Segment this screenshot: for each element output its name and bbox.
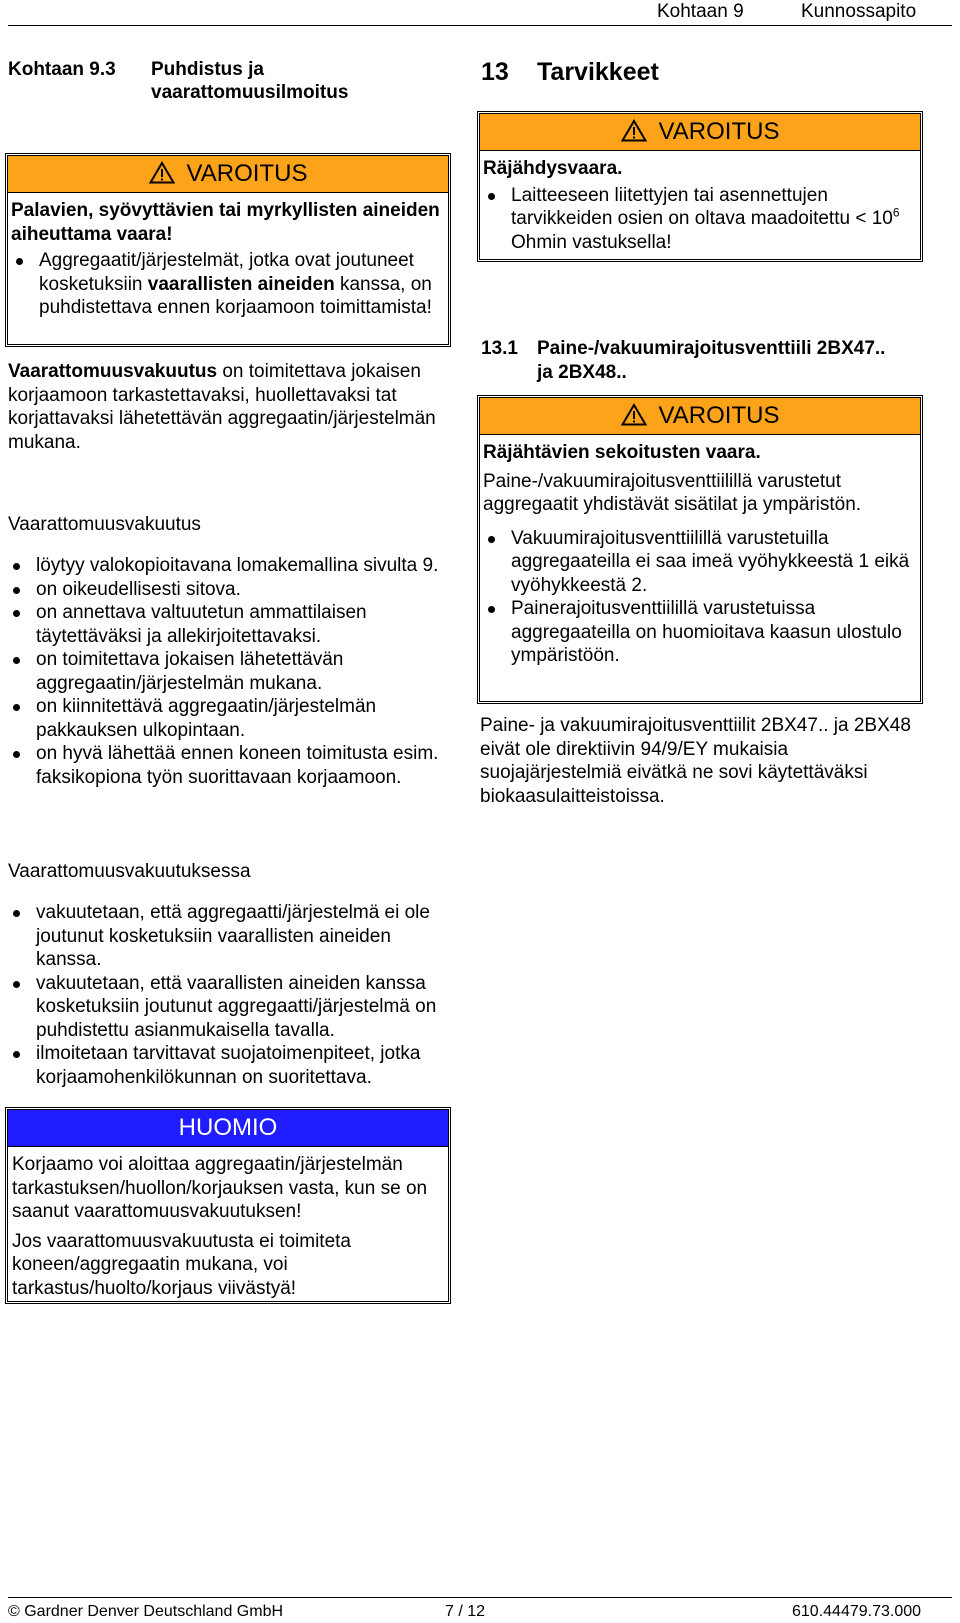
footer-divider xyxy=(8,1597,952,1598)
subsection-title-line-1: Paine-/vakuumirajoitusventtiili 2BX47.. xyxy=(537,338,886,359)
warning-header xyxy=(480,398,920,435)
section-title-line-2: vaarattomuusilmoitus xyxy=(151,82,349,103)
note-text-2: Jos vaarattomuusvakuutusta ei toimiteta koneen/aggregaatin mukana, voi tarkastus/huolto/korjaus viivästyä! xyxy=(12,1230,352,1299)
warning-triangle-icon xyxy=(621,403,647,426)
chapter-number: 13 xyxy=(481,58,509,86)
warning-triangle-icon xyxy=(621,119,647,142)
warning-box-mixture xyxy=(477,395,923,704)
paragraph-declaration: Vaarattomuusvakuutus on toimitettava jokaisen korjaamoon tarkastettavaksi, huollettavaksi tat korjattavaksi lähetettävän aggregaatin/järjestelmän mukana. xyxy=(8,361,436,453)
warning-bullets xyxy=(483,527,920,668)
list-item: on oikeudellisesti sitova. xyxy=(8,578,448,602)
section-number: Kohtaan 9.3 xyxy=(8,59,116,80)
warning-title: VAROITUS xyxy=(658,402,780,429)
list-item: löytyy valokopioitavana lomakemallina sivulta 9. xyxy=(8,554,448,578)
paragraph-directive: Paine- ja vakuumirajoitusventtiilit 2BX47.. ja 2BX48 eivät ole direktiivin 94/9/EY mukaisia suojajärjestelmiä eivätkä ne sovi käytettäväksi biokaasulaitteistoissa. xyxy=(480,715,911,807)
footer-company: © Gardner Denver Deutschland GmbH xyxy=(8,1603,284,1620)
warning-title: VAROITUS xyxy=(186,160,308,187)
warning-box-hazardous xyxy=(5,153,451,347)
list-item: on hyvä lähettää ennen koneen toimitusta esim. faksikopiona työn suorittavaan korjaamoon. xyxy=(8,742,448,789)
warning-text: Paine-/vakuumirajoitusventtiilillä varustetut aggregaatit yhdistävät sisätilat ja ympäristön. xyxy=(483,470,862,515)
note-box xyxy=(5,1107,451,1304)
footer-page: 7 / 12 xyxy=(445,1603,486,1620)
header-chapter: Kohtaan 9 xyxy=(657,1,744,22)
declaration-contents-list xyxy=(8,901,456,1089)
warning-header xyxy=(480,114,920,151)
warning-lead: Räjähtävien sekoitusten vaara. xyxy=(483,442,761,463)
header-divider xyxy=(8,25,952,26)
chapter-title: Tarvikkeet xyxy=(537,58,659,86)
warning-bullet: Laitteeseen liitettyjen tai asennettujen tarvikkeiden osien on oltava maadoitettu < $10^6$ Ohmin vastuksella! xyxy=(483,184,920,255)
list-item: on toimitettava jokaisen lähetettävän aggregaatin/järjestelmän mukana. xyxy=(8,648,448,695)
warning-bullet: Painerajoitusventtiilillä varustetuissa aggregaateilla on huomioitava kaasun ulostulo ympäristöön. xyxy=(483,597,920,668)
list-item: ilmoitetaan tarvittavat suojatoimenpiteet, jotka korjaamohenkilökunnan on suoritettava. xyxy=(8,1042,456,1089)
subsection-title-line-2: ja 2BX48.. xyxy=(537,362,627,383)
section-title-line-1: Puhdistus ja xyxy=(151,59,264,80)
list-item: on annettava valtuutetun ammattilaisen täytettäväksi ja allekirjoitettavaksi. xyxy=(8,601,448,648)
note-title: HUOMIO xyxy=(8,1110,448,1147)
warning-bullet: Vakuumirajoitusventtiilillä varustetuilla aggregaateilla ei saa imeä vyöhykkeestä 1 eikä vyöhykkeestä 2. xyxy=(483,527,920,598)
warning-lead: Räjähdysvaara. xyxy=(483,158,623,179)
list-item: on kiinnitettävä aggregaatin/järjestelmän pakkauksen ulkopintaan. xyxy=(8,695,448,742)
paragraph-label: Vaarattomuusvakuutus xyxy=(8,514,201,535)
warning-box-explosion xyxy=(477,111,923,262)
section-title xyxy=(151,58,348,104)
warning-title: VAROITUS xyxy=(658,118,780,145)
paragraph-label-2: Vaarattomuusvakuutuksessa xyxy=(8,861,251,882)
declaration-properties-list xyxy=(8,554,448,789)
warning-header xyxy=(8,156,448,193)
header-title: Kunnossapito xyxy=(801,1,917,22)
footer-doc-number: 610.44479.73.000 xyxy=(792,1603,922,1620)
note-text-1: Korjaamo voi aloittaa aggregaatin/järjestelmän tarkastuksen/huollon/korjauksen vasta, kun se on saanut vaarattomuusvakuutuksen! xyxy=(12,1154,428,1222)
subsection-number: 13.1 xyxy=(481,338,518,359)
warning-triangle-icon xyxy=(149,161,175,184)
subsection-title xyxy=(537,337,927,385)
warning-bullet: Aggregaatit/järjestelmät, jotka ovat joutuneet kosketuksiin vaarallisten aineiden kanssa, on puhdistettava ennen korjaamoon toimittamista! xyxy=(11,249,448,320)
list-item: vakuutetaan, että vaarallisten aineiden kanssa kosketuksiin joutunut aggregaatti/järjestelmä on puhdistettu asianmukaisella tavalla. xyxy=(8,972,456,1043)
list-item: vakuutetaan, että aggregaatti/järjestelmä ei ole joutunut kosketuksiin vaarallisten aineiden kanssa. xyxy=(8,901,456,972)
warning-lead: Palavien, syövyttävien tai myrkyllisten aineiden aiheuttama vaara! xyxy=(11,200,440,245)
